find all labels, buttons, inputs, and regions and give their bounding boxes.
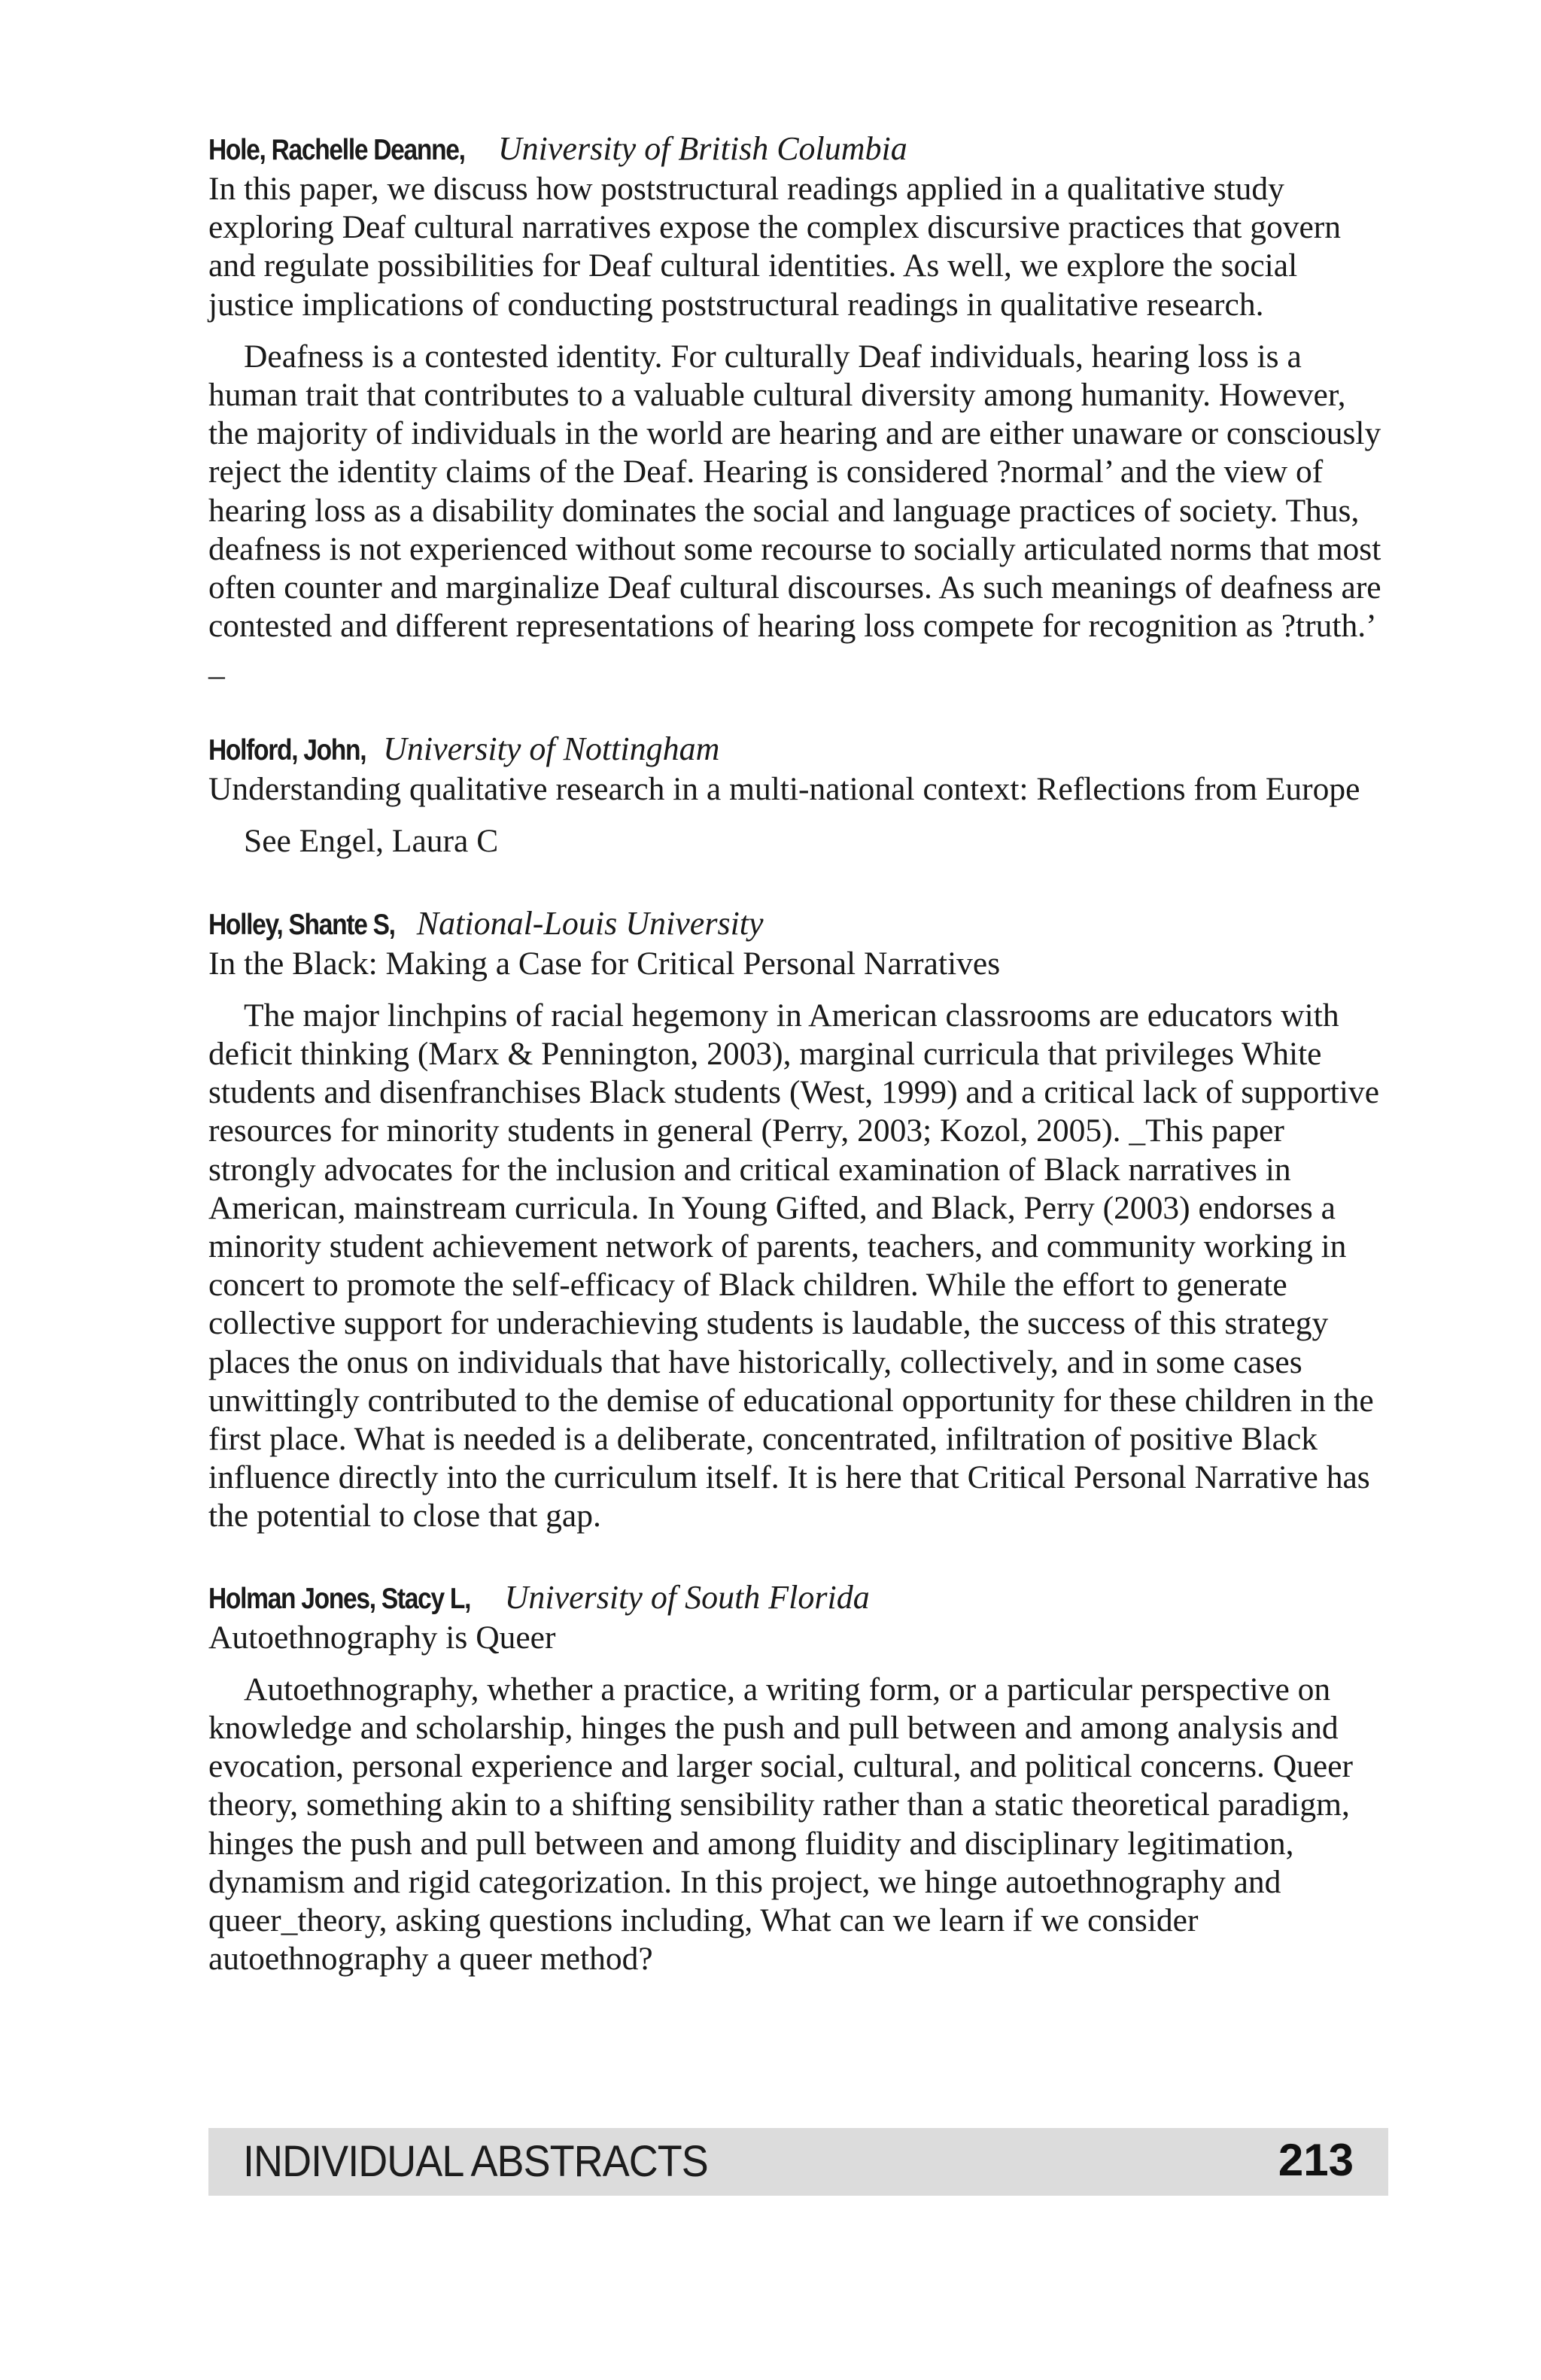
page-number: 213 xyxy=(1278,2135,1354,2185)
abstract-paragraph: In this paper, we discuss how poststructural readings applied in a qualitative study exploring Deaf cultural narratives expose the complex discursive practices that govern and regulate possibilities for Deaf cultural identities. As well, we explore the social justice implications of conducting poststructural readings in qualitative research. xyxy=(208,171,1342,323)
section-title: INDIVIDUAL ABSTRACTS xyxy=(243,2137,708,2186)
paper-title: In the Black: Making a Case for Critical Personal Narratives xyxy=(208,945,1001,982)
abstract-entry xyxy=(208,904,1390,1536)
affiliation: University of South Florida xyxy=(504,1578,870,1616)
author-name: Holford, John, xyxy=(208,733,366,767)
abstract-entry xyxy=(208,129,1390,685)
entry-header xyxy=(208,904,1390,945)
affiliation: National-Louis University xyxy=(416,904,764,942)
abstract-paragraph: Autoethnography, whether a practice, a writing form, or a particular perspective on knowledge and scholarship, hinges the push and pull between and among analysis and evocation, personal experience and larger social, cultural, and political concerns. Queer theory, something akin to a shifting sensibility rather than a static theoretical paradigm, hinges the push and pull between and among fluidity and disciplinary legitimation, dynamism and rigid categorization. In this project, we hinge autoethnography and queer_theory, asking questions including, What can we learn if we consider autoethnography a queer method? xyxy=(208,1671,1354,1978)
affiliation: University of Nottingham xyxy=(383,730,720,767)
author-name: Holman Jones, Stacy L, xyxy=(208,1582,471,1615)
abstract-entry xyxy=(208,1578,1390,1979)
abstract-entry xyxy=(208,730,1390,861)
affiliation: University of British Columbia xyxy=(497,130,907,167)
author-name: Hole, Rachelle Deanne, xyxy=(208,134,465,166)
author-name: Holley, Shante S, xyxy=(208,908,395,941)
paper-title: Understanding qualitative research in a multi-national context: Reflections from Europe xyxy=(208,770,1360,807)
abstract-paragraph: See Engel, Laura C xyxy=(244,822,499,859)
abstracts-column xyxy=(208,129,1390,1978)
entry-header xyxy=(208,129,1390,170)
entry-header xyxy=(208,730,1390,770)
abstract-paragraph: The major linchpins of racial hegemony in American classrooms are educators with deficit thinking (Marx & Pennington, 2003), marginal curricula that privileges White students and disenfranchises Black students (West, 1999) and a critical lack of supportive resources for minority students in general (Perry, 2003; Kozol, 2005). _This paper strongly advocates for the inclusion and critical examination of Black narratives in American, mainstream curricula. In Young Gifted, and Black, Perry (2003) endorses a minority student achievement network of parents, teachers, and community working in concert to promote the self-efficacy of Black children. While the effort to generate collective support for underachieving students is laudable, the success of this strategy places the onus on individuals that have historically, collectively, and in some cases unwittingly contributed to the demise of educational opportunity for these children in the first place. What is needed is a deliberate, concentrated, infiltration of positive Black influence directly into the curriculum itself. It is here that Critical Personal Narrative has the potential to close that gap. xyxy=(208,997,1380,1535)
running-footer xyxy=(208,2128,1388,2196)
abstract-paragraph: Deafness is a contested identity. For culturally Deaf individuals, hearing loss is a human trait that contributes to a valuable cultural diversity among humanity. However, the majority of individuals in the world are hearing and are either unaware or consciously reject the identity claims of the Deaf. Hearing is considered ?normal’ and the view of hearing loss as a disability dominates the social and language practices of society. Thus, deafness is not experienced without some recourse to socially articulated norms that most often counter and marginalize Deaf cultural discourses. As such meanings of deafness are contested and different representations of hearing loss compete for recognition as ?truth.’ _ xyxy=(208,338,1381,683)
entry-header xyxy=(208,1578,1390,1619)
paper-title: Autoethnography is Queer xyxy=(208,1619,556,1656)
